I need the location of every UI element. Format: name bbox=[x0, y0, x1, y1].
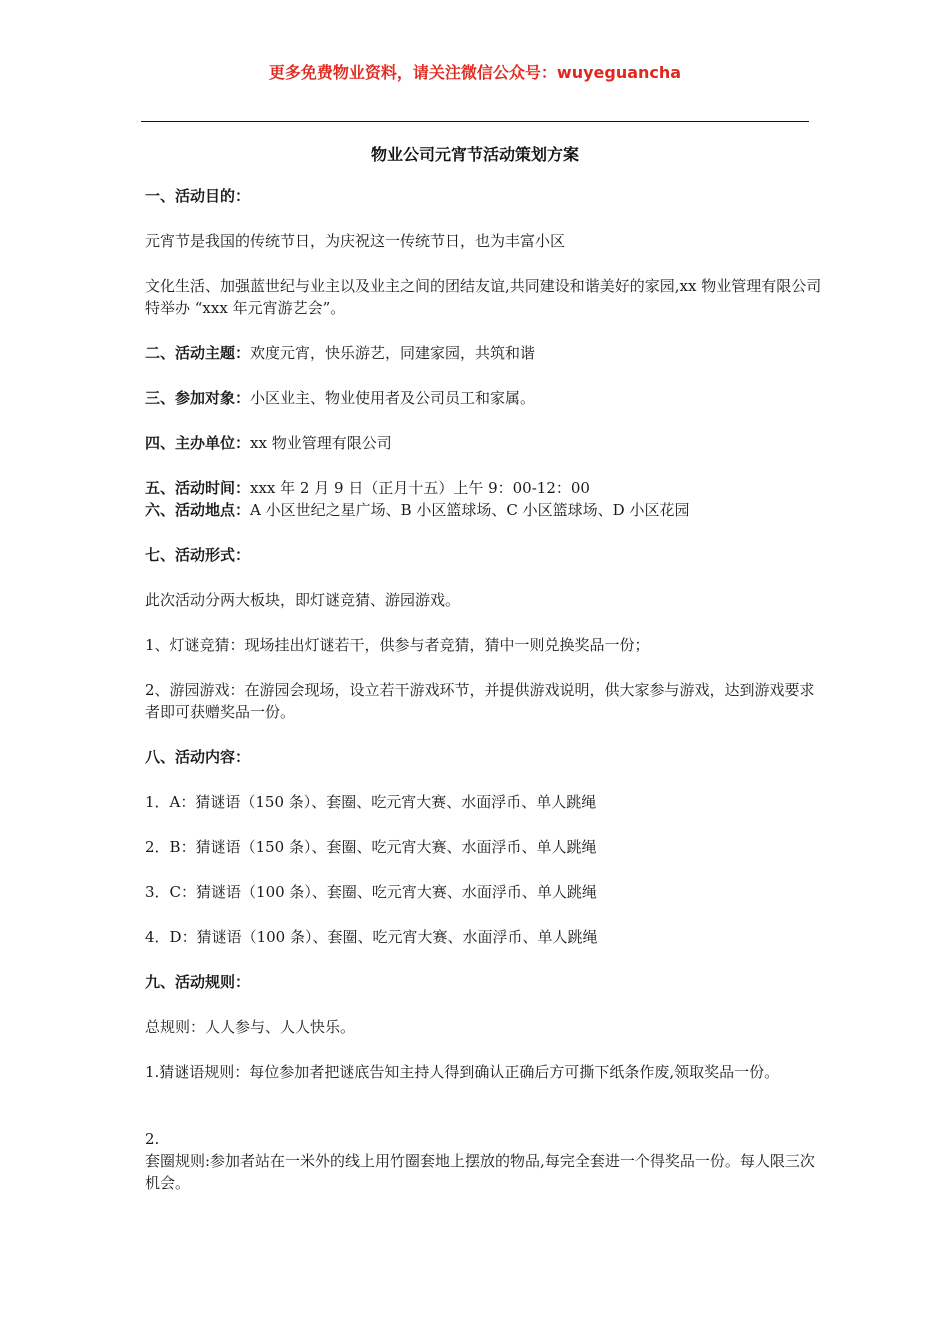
section-purpose-paragraph-2: 文化生活、加强蓝世纪与业主以及业主之间的团结友谊,共同建设和谐美好的家园,xx 物业管理有限公司特举办 “xxx 年元宵游艺会”。 bbox=[145, 277, 822, 317]
section-organizer-heading: 四、主办单位： bbox=[145, 434, 251, 452]
header-divider bbox=[141, 121, 809, 122]
section-location-heading: 六、活动地点： bbox=[145, 501, 251, 519]
section-participants bbox=[145, 387, 825, 409]
section-organizer-text: xx 物业管理有限公司 bbox=[250, 434, 392, 452]
section-format-paragraph-3: 2、游园游戏：在游园会现场，设立若干游戏环节，并提供游戏说明，供大家参与游戏，达到游戏要求者即可获赠奖品一份。 bbox=[145, 681, 815, 721]
section-content-item-3: 3．C：猜谜语（100 条）、套圈、吃元宵大赛、水面浮币、单人跳绳 bbox=[145, 883, 597, 901]
section-time-text: xxx 年 2 月 9 日（正月十五）上午 9：00-12：00 bbox=[250, 479, 590, 497]
section-format-paragraph-2: 1、灯谜竞猜：现场挂出灯谜若干，供参与者竞猜，猜中一则兑换奖品一份； bbox=[145, 636, 650, 654]
section-rules-riddle: 1.猜谜语规则：每位参加者把谜底告知主持人得到确认正确后方可撕下纸条作废,领取奖品一份。 bbox=[145, 1063, 780, 1081]
section-location bbox=[145, 499, 825, 521]
section-organizer bbox=[145, 432, 825, 454]
section-rules-ring-number: 2. bbox=[145, 1130, 160, 1148]
section-format-heading: 七、活动形式： bbox=[145, 546, 251, 564]
section-time-heading: 五、活动时间： bbox=[145, 479, 251, 497]
section-time bbox=[145, 477, 825, 499]
section-content-heading: 八、活动内容： bbox=[145, 748, 251, 766]
section-location-text: A 小区世纪之星广场、B 小区篮球场、C 小区篮球场、D 小区花园 bbox=[250, 501, 690, 519]
section-theme bbox=[145, 342, 825, 364]
section-rules-general: 总规则：人人参与、人人快乐。 bbox=[145, 1018, 356, 1036]
document-body bbox=[145, 185, 825, 1194]
section-rules-ring: 套圈规则:参加者站在一米外的线上用竹圈套地上摆放的物品,每完全套进一个得奖品一份。每人限三次机会。 bbox=[145, 1152, 815, 1192]
header-banner: 更多免费物业资料，请关注微信公众号：wuyeguancha bbox=[268, 63, 682, 82]
section-purpose-paragraph-1: 元宵节是我国的传统节日，为庆祝这一传统节日，也为丰富小区 bbox=[145, 232, 566, 250]
section-purpose-heading: 一、活动目的： bbox=[145, 187, 251, 205]
section-content-item-4: 4．D：猜谜语（100 条）、套圈、吃元宵大赛、水面浮币、单人跳绳 bbox=[145, 928, 598, 946]
section-participants-heading: 三、参加对象： bbox=[145, 389, 251, 407]
document-title: 物业公司元宵节活动策划方案 bbox=[370, 145, 579, 164]
section-content-item-2: 2．B：猜谜语（150 条）、套圈、吃元宵大赛、水面浮币、单人跳绳 bbox=[145, 838, 597, 856]
section-theme-heading: 二、活动主题： bbox=[145, 344, 251, 362]
section-participants-text: 小区业主、物业使用者及公司员工和家属。 bbox=[250, 389, 536, 407]
section-theme-text: 欢度元宵，快乐游艺，同建家园，共筑和谐 bbox=[250, 344, 536, 362]
section-format-paragraph-1: 此次活动分两大板块，即灯谜竞猜、游园游戏。 bbox=[145, 591, 461, 609]
section-rules-heading: 九、活动规则： bbox=[145, 973, 251, 991]
section-content-item-1: 1．A：猜谜语（150 条）、套圈、吃元宵大赛、水面浮币、单人跳绳 bbox=[145, 793, 597, 811]
